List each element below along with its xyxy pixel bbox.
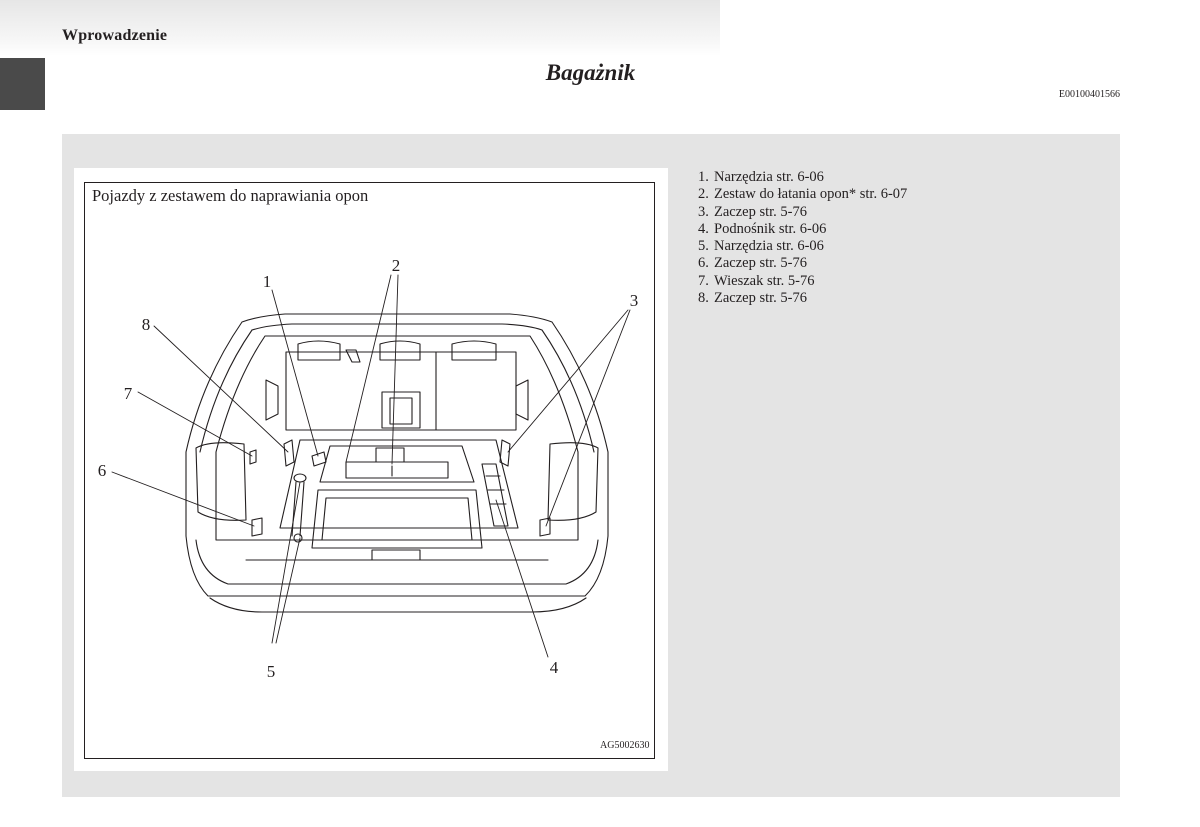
callout-3: 3 [629,291,639,310]
hooks [250,440,550,536]
legend-item: 5. Narzędzia str. 6-06 [698,238,824,255]
car-rear-outline [186,314,608,612]
legend-item: 6. Zaczep str. 5-76 [698,255,808,272]
legend-list [698,169,907,307]
section-label: Wprowadzenie [62,27,168,44]
legend-item: 2. Zestaw do łatania opon* str. 6-07 [698,186,908,203]
callout-8: 8 [141,315,151,334]
page-title: Bagażnik [545,60,636,85]
rear-seats [266,341,528,430]
callout-6: 6 [97,461,107,480]
legend-item: 1. Narzędzia str. 6-06 [698,169,824,185]
legend-item: 4. Podnośnik str. 6-06 [698,220,827,237]
legend-item: 3. Zaczep str. 5-76 [698,203,808,220]
tire-repair-kit [346,448,448,478]
cargo-floor [280,440,518,560]
callout-1: 1 [262,272,272,291]
callout-2: 2 [391,256,401,275]
figure-code: AG5002630 [600,740,650,751]
luggage-compartment-illustration [84,182,655,759]
callout-4: 4 [549,658,559,677]
legend-item: 8. Zaczep str. 5-76 [698,290,808,307]
callout-lines [112,275,630,657]
callout-numbers [98,256,639,681]
callout-7: 7 [123,384,133,403]
legend-item: 7. Wieszak str. 5-76 [698,272,815,289]
figure-caption: Pojazdy z zestawem do naprawiania opon [92,186,369,205]
callout-5: 5 [266,662,276,681]
document-code: E00100401566 [1058,89,1120,100]
